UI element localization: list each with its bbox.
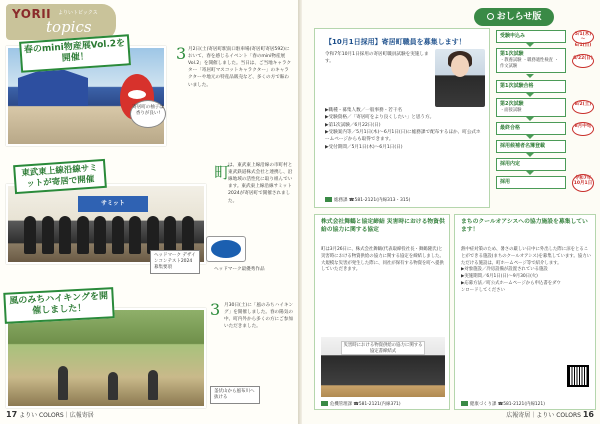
page-number-right-value: 16 bbox=[582, 410, 594, 419]
flow-step-label: 採用内定 bbox=[500, 161, 521, 167]
flow-step-register bbox=[496, 140, 566, 153]
cool-oasis-lead: 熱中症対策のため、暑さの厳しい日中に外出した際に涼をとることができる施設(まちのクールオアシス)を募集しています。協力いただける施設は、町ホームページ等で紹介します。 bbox=[461, 247, 591, 266]
article2-drop-cap: 町 bbox=[214, 163, 231, 182]
flow-date: 8月中旬 bbox=[572, 122, 594, 136]
cool-oasis-box bbox=[454, 214, 596, 410]
agreement-title: 株式会社舞鶴と協定締結 災害時における物資供給の協力に関する協定 bbox=[321, 219, 445, 233]
article3-headline: 風のみちハイキングを開催しました！ bbox=[3, 287, 114, 323]
flow-date: 8/2(土) bbox=[572, 100, 594, 114]
article2-body: は、東武東上線沿線の市町村と東武鉄道株式会社と連携し、沿線地域の活性化に取り組んでいます。東武東上線沿線サミット2024が寄居町で開催されました。 bbox=[228, 163, 293, 204]
yorii-subtitle: よりいトピックス bbox=[58, 10, 98, 16]
flow-step-label: 採用候補者名簿登載 bbox=[500, 143, 546, 149]
notice-icon bbox=[487, 13, 494, 20]
recruit-item: ▶受験案内等／5月1日(木)～6月1日(日)に総務課で配布するほか、町公式ホームページからも取得できます。 bbox=[325, 130, 481, 143]
cool-oasis-item: ▶実施期間／6月1日(日)～9月30日(火) bbox=[461, 274, 538, 280]
flow-arrow bbox=[526, 153, 534, 157]
cool-oasis-item: ▶応募方法／町公式ホームページから申込書をダウンロードしてください bbox=[461, 281, 561, 293]
flow-step-label: 第1次試験合格 bbox=[500, 83, 534, 89]
yorii-title: YORII bbox=[12, 7, 52, 21]
recruit-item: ▶受付期間／5月1日(木)～6月1日(日) bbox=[325, 144, 403, 150]
agreement-photo bbox=[321, 337, 445, 397]
left-page bbox=[0, 0, 298, 424]
cool-oasis-body bbox=[461, 247, 591, 295]
flow-arrow bbox=[526, 117, 534, 121]
recruit-box bbox=[314, 28, 490, 208]
cool-oasis-title: まちのクールオアシスへの協力施設を募集しています！ bbox=[461, 219, 588, 233]
staff-face bbox=[451, 55, 469, 77]
flow-step-sub: ・面接試験 bbox=[500, 108, 522, 113]
flow-arrow bbox=[526, 93, 534, 97]
page-number-left-value: 17 bbox=[6, 410, 18, 419]
recruit-lead: 令和7年10月1日採用の寄居町職員試験を実施します。 bbox=[325, 52, 429, 65]
notice-section-tab bbox=[474, 8, 554, 26]
flow-step-label: 第1次試験 bbox=[500, 51, 524, 57]
recruit-contact bbox=[325, 197, 410, 203]
flow-step-sub: ・教養試験 ・職務適性検査 ・作文試験 bbox=[500, 58, 559, 70]
notice-tab-label: おしらせ版 bbox=[496, 12, 542, 22]
yorii-topics-header bbox=[6, 4, 116, 40]
article3-body: 月30日(土)に「風のみちハイキング」を開催しました。春の陽気の中、町内外から多くの方にご参加いただきました。 bbox=[224, 303, 294, 330]
flow-arrow bbox=[526, 74, 534, 78]
flow-date: 6/22(日) bbox=[572, 54, 594, 68]
recruit-item: ▶第1次試験／6月22日(日) bbox=[325, 122, 381, 128]
flow-step-label: 受験申込み bbox=[500, 33, 526, 39]
article1-headline: 春のmini物産展Vol.2を開催！ bbox=[19, 34, 131, 72]
flow-step-first-pass bbox=[496, 80, 566, 93]
agreement-body: 町は3月26日に、株式会社舞鶴(代表取締役社長・舞鶴隆氏)と災害時における物資供給の協力に関する協定を締結しました。大規模な災害が発生した際に、同社が保有する物資を町へ提供していただきます。 bbox=[321, 247, 444, 273]
flow-step-second-exam bbox=[496, 98, 566, 117]
flow-step-first-exam bbox=[496, 48, 566, 73]
cool-oasis-item: ▶対象施設／冷房設備が設置されている施設 bbox=[461, 267, 548, 273]
flow-arrow bbox=[526, 171, 534, 175]
flow-date: 5/1(木)～6/1(日) bbox=[572, 30, 594, 44]
qr-code-icon[interactable] bbox=[567, 365, 589, 387]
recruit-contact-text: 総務課 ☎581-2121(内線313・315) bbox=[334, 198, 411, 203]
flow-step-offer bbox=[496, 158, 566, 171]
article2-headline: 東武東上線沿線サミットが寄居で開催 bbox=[13, 159, 107, 195]
cool-oasis-contact bbox=[461, 401, 545, 407]
page-number-left bbox=[6, 410, 94, 419]
hiking-route-callout: 釜伏山から風布川へ抜ける bbox=[210, 386, 260, 404]
agreement-box bbox=[314, 214, 450, 410]
summit-banner: サミット bbox=[78, 196, 148, 212]
agreement-contact-text: 危機管理課 ☎581-2121(内線371) bbox=[330, 402, 401, 407]
recruit-item: ▶職種・募集人数／一般事務・若干名 bbox=[325, 108, 403, 113]
flow-step-label: 第2次試験 bbox=[500, 101, 524, 107]
page-number-right bbox=[506, 410, 594, 419]
page-label-left: よりい COLORS｜広報寄居 bbox=[19, 412, 94, 419]
mascot-speech-bubble: 寄居町の柚子は香りが良い! bbox=[130, 100, 166, 128]
recruit-item: ▶受験資格／「寄居町をより良くしたい」と思う方。 bbox=[325, 115, 435, 121]
flow-arrow bbox=[526, 135, 534, 139]
headmark-contest-callout: ヘッドマーク デザインコンテスト2024 募集要項 bbox=[150, 250, 200, 274]
headmark-logo bbox=[206, 236, 246, 262]
headmark-note: ヘッドマーク最優秀作品 bbox=[214, 267, 265, 272]
exam-flow bbox=[496, 30, 596, 200]
recruit-details bbox=[325, 107, 485, 151]
page-label-right: 広報寄居｜よりい COLORS bbox=[506, 412, 581, 419]
cool-oasis-contact-text: 健康づくり課 ☎581-2121(内線121) bbox=[470, 402, 545, 407]
flow-step-final-pass bbox=[496, 122, 566, 135]
flow-step-hire bbox=[496, 176, 566, 189]
recruit-title: 【10月1日採用】寄居町職員を募集します！ bbox=[325, 38, 466, 46]
mascot-face bbox=[128, 90, 146, 99]
flow-arrow bbox=[526, 43, 534, 47]
agreement-photo-banner: 災害時における物資供給の協力に関する協定書締結式 bbox=[341, 341, 425, 355]
article1-body: 月2日(土)寄居町駅南口駐車場(寄居町寄居592)において、春を感じるイベント「春のmini物産展Vol.2」を開催しました。当日は、ご当地キャラクター「寄居町マスコットキャラクター」のキャラクターや地元の特産品販売など、多くの方で賑わいました。 bbox=[188, 47, 292, 88]
tent-shape bbox=[18, 66, 88, 106]
contact-icon bbox=[325, 197, 332, 202]
contact-icon bbox=[461, 401, 468, 406]
agreement-contact bbox=[321, 401, 401, 407]
right-page bbox=[302, 0, 600, 424]
contact-icon bbox=[321, 401, 328, 406]
flow-date: 令和7年10月1日 bbox=[572, 174, 594, 192]
flow-step-label: 採用 bbox=[500, 179, 511, 185]
yorii-topics-script: topics bbox=[46, 18, 92, 36]
hikers bbox=[48, 350, 198, 400]
hiking-photo bbox=[6, 308, 206, 408]
article3-drop-cap: 3 bbox=[210, 300, 221, 319]
article1-drop-cap: 3 bbox=[176, 44, 187, 63]
flow-step-label: 最終合格 bbox=[500, 125, 521, 131]
flow-step-apply bbox=[496, 30, 566, 43]
